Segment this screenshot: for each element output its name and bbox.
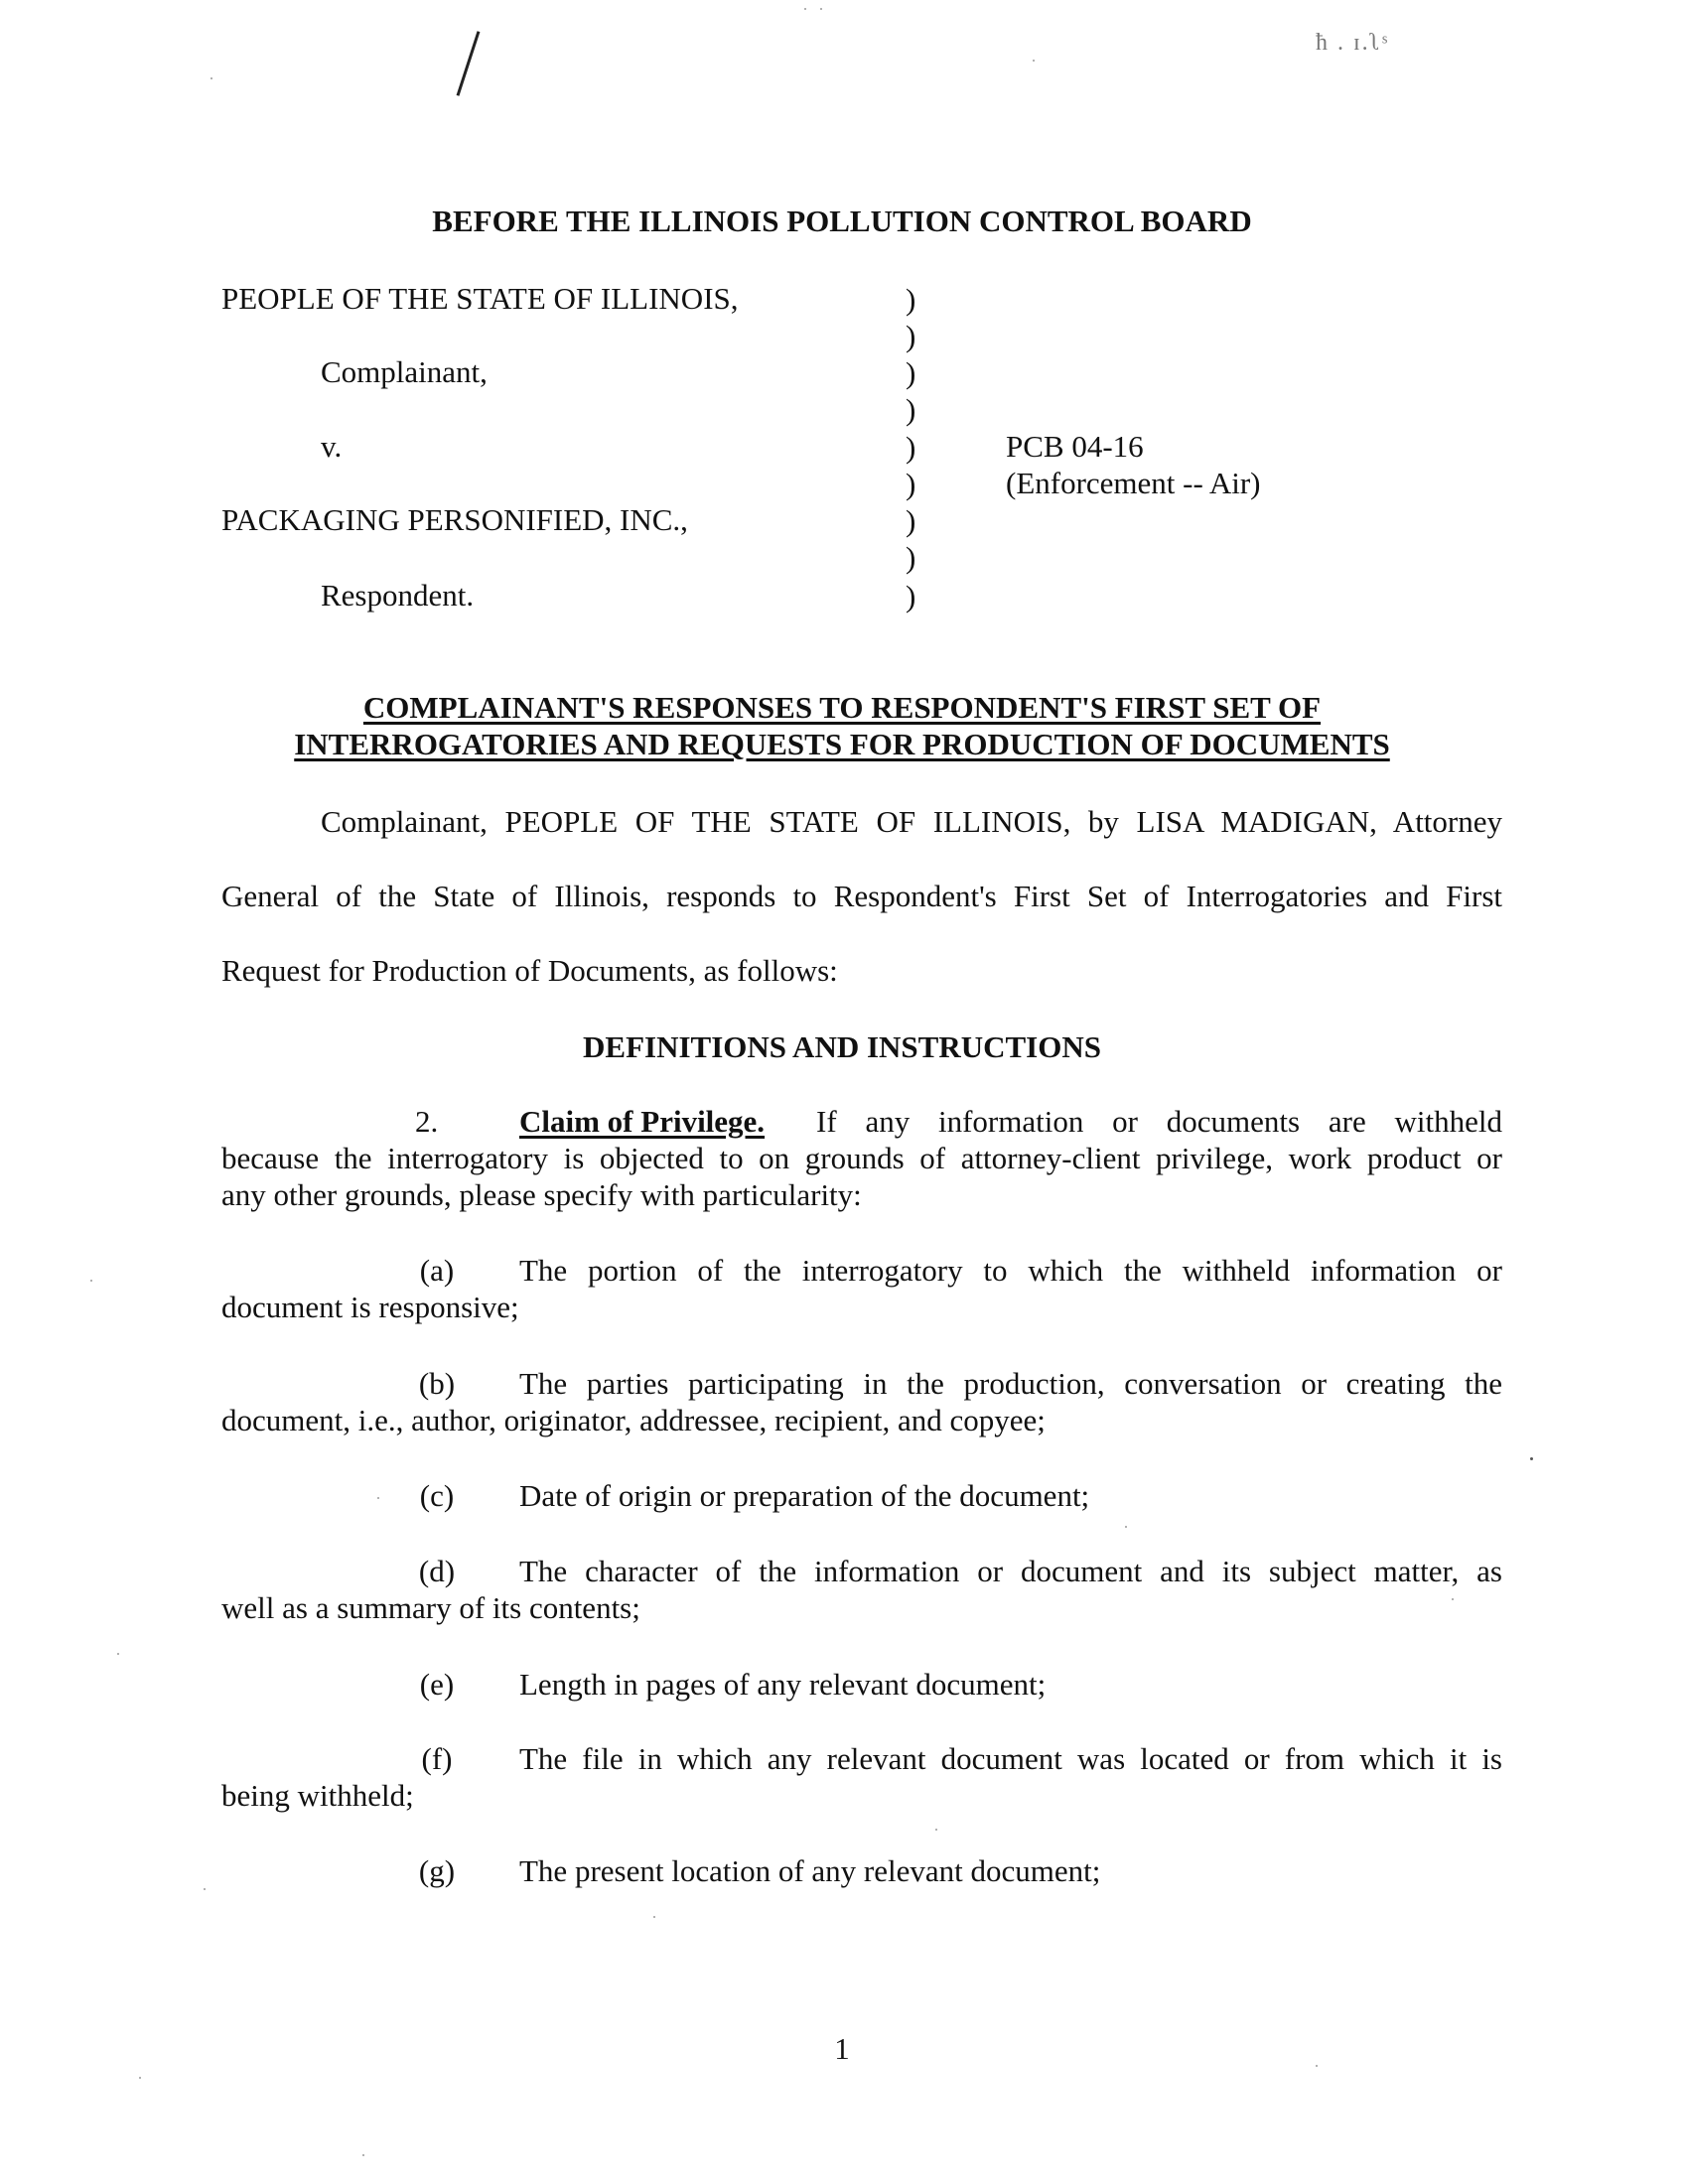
scan-speck	[139, 2077, 141, 2079]
scan-speck	[1125, 1526, 1127, 1528]
scan-speck	[820, 8, 822, 10]
case-number: PCB 04-16	[1006, 429, 1144, 464]
scan-speck	[1530, 1457, 1533, 1460]
intro-line: Request for Production of Documents, as follows:	[221, 953, 838, 988]
caption-paren: )	[906, 467, 916, 501]
scan-speck	[90, 1280, 92, 1282]
case-type: (Enforcement -- Air)	[1006, 466, 1261, 500]
plaintiff-role: Complainant,	[321, 354, 488, 389]
section-heading: DEFINITIONS AND INSTRUCTIONS	[583, 1029, 1101, 1064]
scan-speck	[935, 1829, 937, 1831]
list-item-line: The portion of the interrogatory to which the withheld information or	[519, 1253, 1502, 1288]
list-item-line: Length in pages of any relevant document;	[519, 1667, 1047, 1702]
scan-speck	[210, 77, 212, 79]
caption-paren: )	[906, 503, 916, 538]
court-heading: BEFORE THE ILLINOIS POLLUTION CONTROL BOARD	[432, 204, 1252, 238]
list-item-label: (g)	[418, 1853, 456, 1888]
list-item-line: Date of origin or preparation of the document;	[519, 1478, 1090, 1513]
caption-paren: )	[906, 392, 916, 427]
list-item-label: (c)	[419, 1478, 455, 1513]
defendant-name: PACKAGING PERSONIFIED, INC.,	[221, 502, 688, 537]
list-item-line: The present location of any relevant document;	[519, 1853, 1101, 1888]
scan-speck	[117, 1653, 119, 1655]
intro-line: Complainant, PEOPLE OF THE STATE OF ILLINOIS, by LISA MADIGAN, Attorney	[321, 804, 1502, 839]
defendant-role: Respondent.	[321, 578, 475, 613]
list-item-line: The parties participating in the production, conversation or creating the	[519, 1366, 1502, 1401]
caption-paren: )	[906, 319, 916, 353]
scan-speck	[377, 1497, 379, 1499]
handwritten-mark: ħ . ɪ.ʅˢ	[1316, 30, 1390, 56]
caption-paren: )	[906, 540, 916, 575]
list-item-line: The file in which any relevant document was located or from which it is	[519, 1741, 1502, 1776]
paragraph-heading: Claim of Privilege.	[519, 1104, 766, 1139]
scan-speck	[804, 8, 806, 10]
list-item-line: well as a summary of its contents;	[221, 1590, 640, 1625]
list-item-line: document, i.e., author, originator, addressee, recipient, and copyee;	[221, 1403, 1046, 1437]
scan-speck	[653, 1916, 655, 1918]
list-item-line: The character of the information or document and its subject matter, as	[519, 1554, 1502, 1588]
versus: v.	[321, 429, 343, 464]
paragraph-line: any other grounds, please specify with particularity:	[221, 1177, 862, 1212]
pen-slash-mark	[457, 31, 481, 96]
list-item-label: (f)	[421, 1741, 453, 1776]
page-number: 1	[834, 2031, 850, 2066]
list-item-label: (d)	[418, 1554, 456, 1588]
plaintiff-name: PEOPLE OF THE STATE OF ILLINOIS,	[221, 281, 739, 316]
paragraph-number: 2.	[415, 1104, 439, 1139]
list-item-label: (e)	[419, 1667, 455, 1702]
list-item-line: document is responsive;	[221, 1290, 519, 1324]
list-item-label: (b)	[418, 1366, 456, 1401]
caption-paren: )	[906, 355, 916, 390]
scan-speck	[204, 1888, 206, 1890]
document-title-line1: COMPLAINANT'S RESPONSES TO RESPONDENT'S FIRST SET OF	[362, 690, 1322, 725]
list-item-label: (a)	[419, 1253, 455, 1288]
paragraph-line: because the interrogatory is objected to on grounds of attorney-client privilege, work product or	[221, 1141, 1502, 1175]
paragraph-line: If any information or documents are withheld	[816, 1104, 1502, 1139]
scan-speck	[1452, 1598, 1454, 1600]
scan-speck	[362, 2154, 364, 2156]
caption-paren: )	[906, 282, 916, 317]
caption-paren: )	[906, 430, 916, 465]
list-item-line: being withheld;	[221, 1778, 414, 1813]
scan-speck	[1033, 60, 1035, 62]
caption-paren: )	[906, 579, 916, 614]
intro-line: General of the State of Illinois, responds to Respondent's First Set of Interrogatories and First	[221, 879, 1502, 913]
document-title-line2: INTERROGATORIES AND REQUESTS FOR PRODUCTION OF DOCUMENTS	[294, 727, 1390, 761]
